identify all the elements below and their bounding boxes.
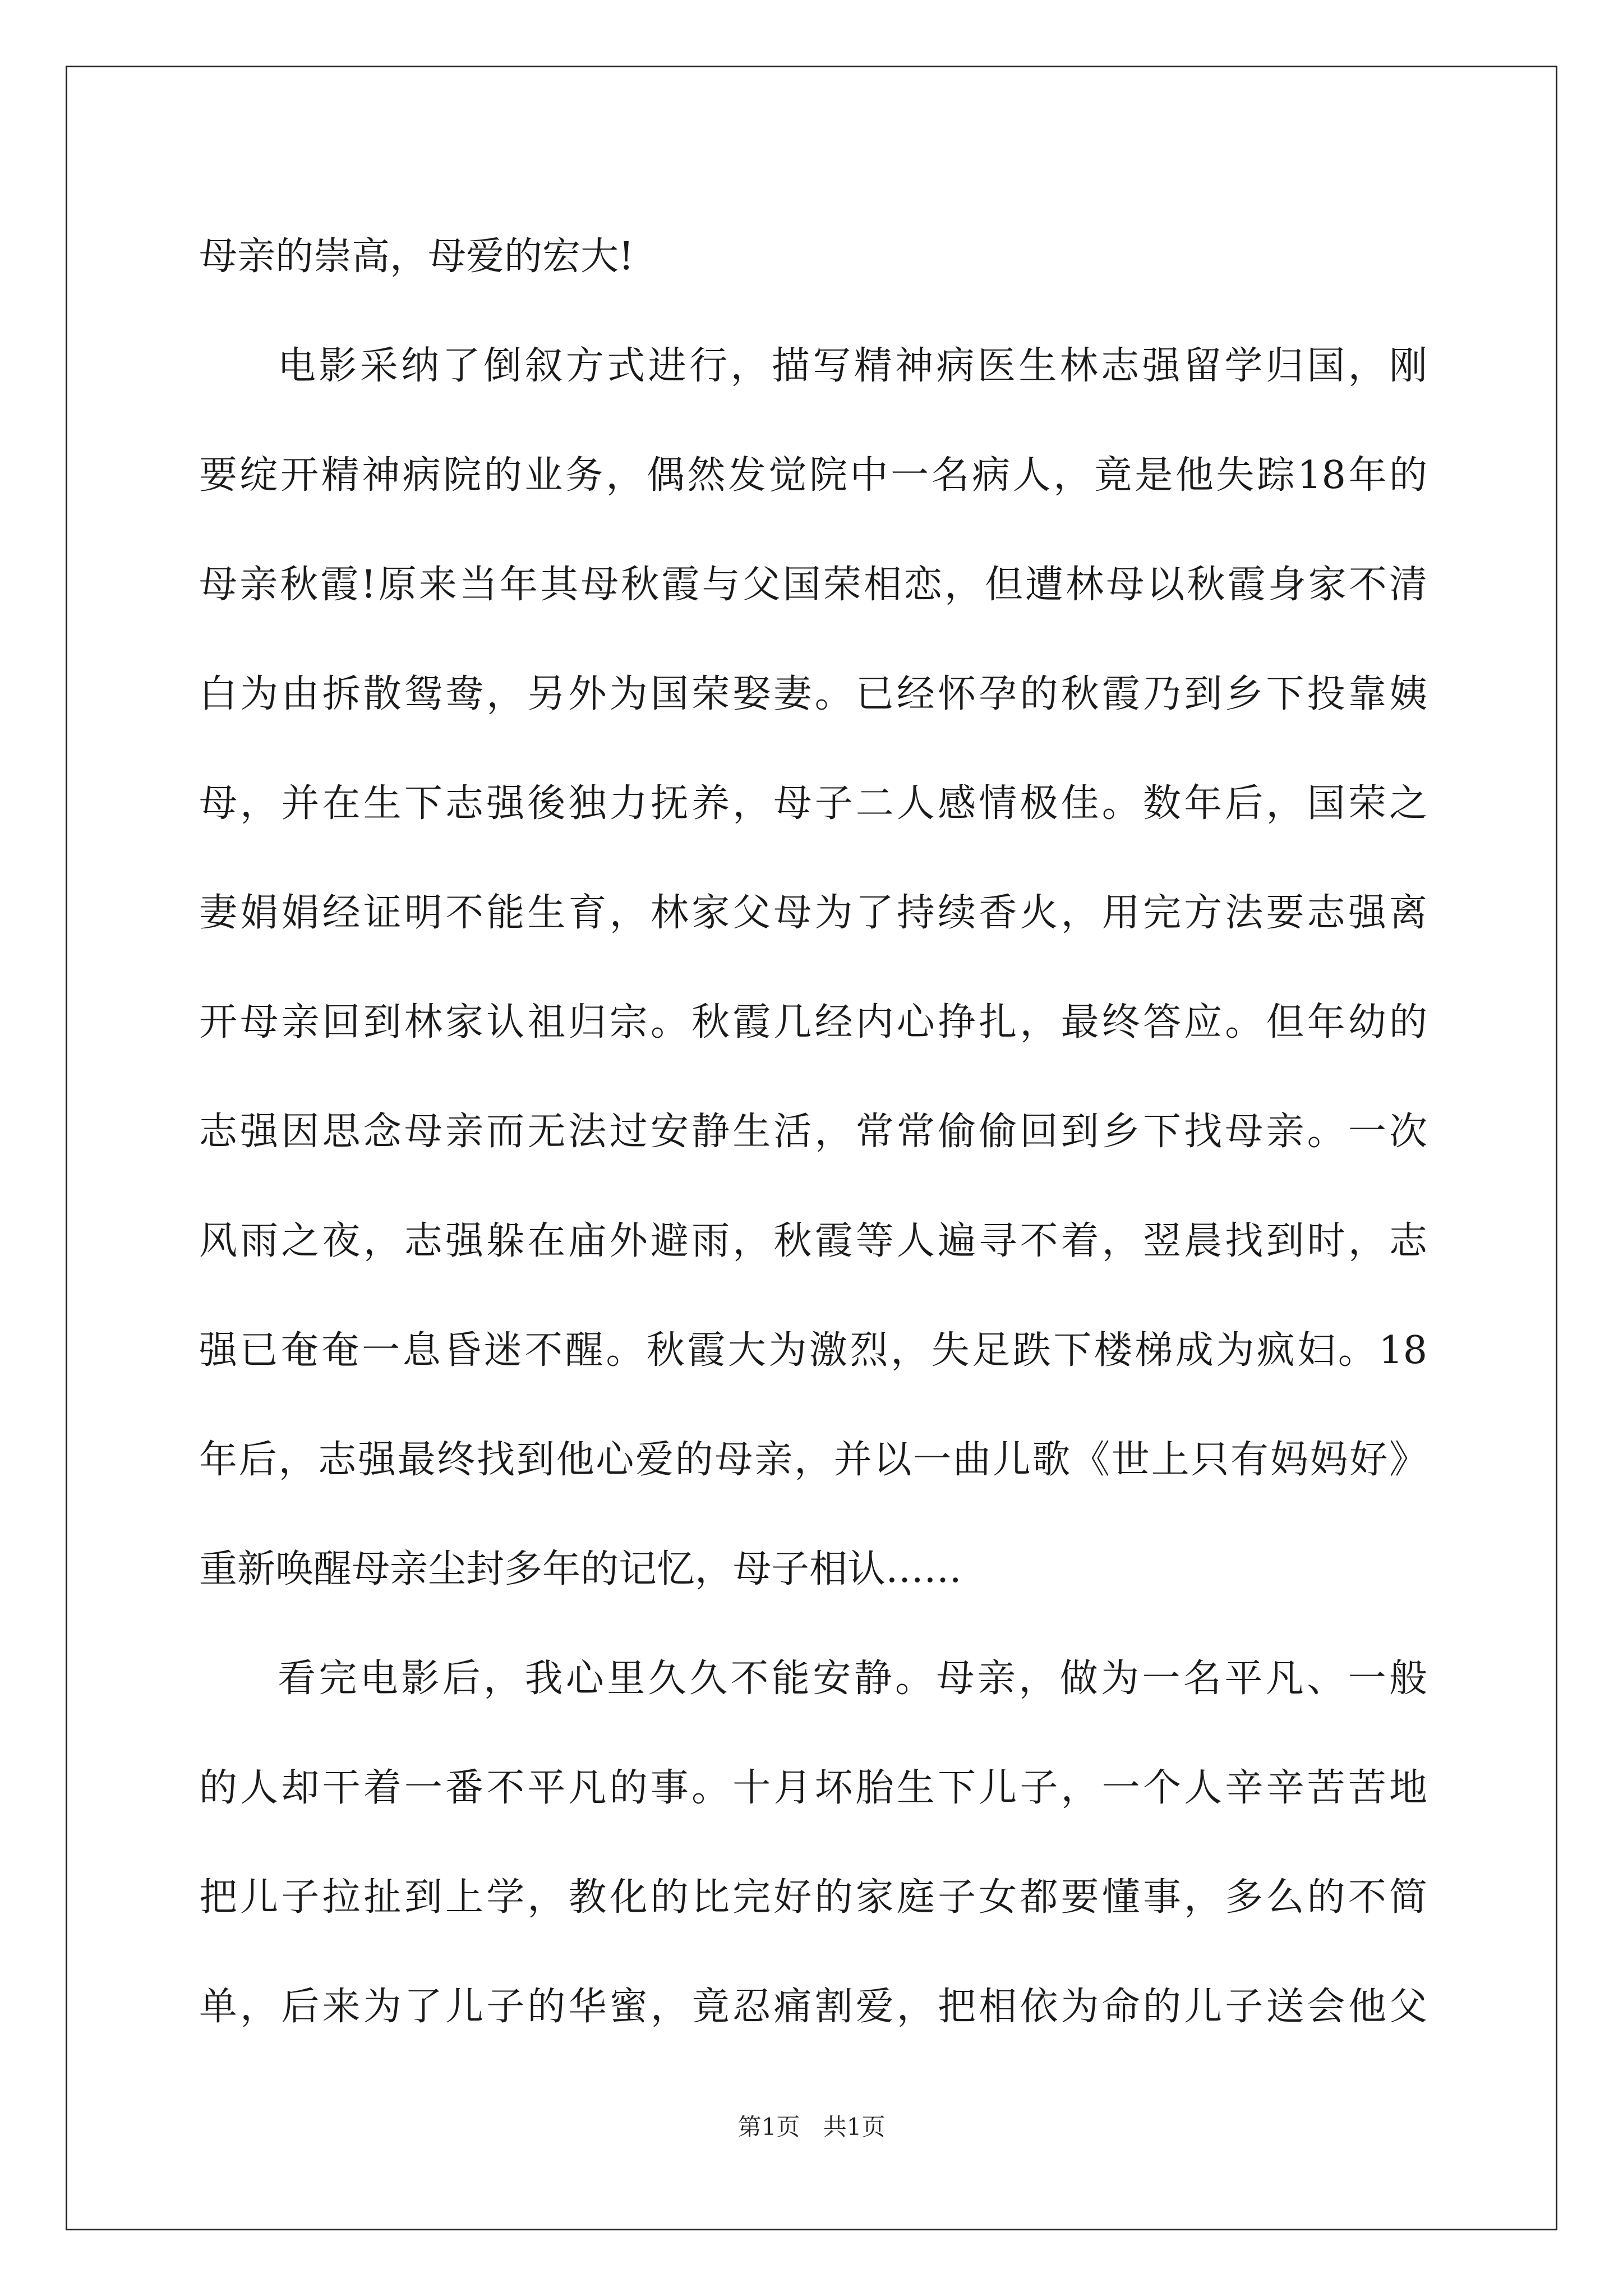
text-line-7: 妻娟娟经证明不能生育，林家父母为了持续香火，用完方法要志强离 <box>199 891 1427 935</box>
text-line-10: 风雨之夜，志强躲在庙外避雨，秋霞等人遍寻不着，翌晨找到时，志 <box>199 1219 1427 1263</box>
text-line-3: 要绽开精神病院的业务，偶然发觉院中一名病人，竟是他失踪18年的 <box>199 453 1427 498</box>
text-line-17: 单，后来为了儿子的华蜜，竟忍痛割爱，把相依为命的儿子送会他父 <box>199 1985 1427 2029</box>
text-line-2: 电影采纳了倒叙方式进行，描写精神病医生林志强留学归国，刚 <box>278 344 1427 388</box>
text-line-9: 志强因思念母亲而无法过安静生活，常常偷偷回到乡下找母亲。一次 <box>199 1110 1427 1154</box>
text-line-1: 母亲的崇高，母爱的宏大! <box>199 234 634 279</box>
text-line-14: 看完电影后，我心里久久不能安静。母亲，做为一名平凡、一般 <box>278 1657 1427 1701</box>
page-footer <box>0 2110 1623 2144</box>
text-line-15: 的人却干着一番不平凡的事。十月坏胎生下儿子，一个人辛辛苦苦地 <box>199 1766 1427 1810</box>
text-line-12: 年后，志强最终找到他心爱的母亲，并以一曲儿歌《世上只有妈妈好》 <box>199 1438 1427 1482</box>
text-line-11: 强已奄奄一息昏迷不醒。秋霞大为激烈，失足跌下楼梯成为疯妇。18 <box>199 1328 1427 1373</box>
text-line-5: 白为由拆散鸳鸯，另外为国荣娶妻。已经怀孕的秋霞乃到乡下投靠姨 <box>199 672 1427 716</box>
text-line-16: 把儿子拉扯到上学，教化的比完好的家庭子女都要懂事，多么的不简 <box>199 1875 1427 1920</box>
page-number-total: 共1页 <box>823 2113 886 2141</box>
text-line-6: 母，并在生下志强後独力抚养，母子二人感情极佳。数年后，国荣之 <box>199 781 1427 826</box>
text-line-13: 重新唤醒母亲尘封多年的记忆，母子相认…… <box>199 1547 962 1591</box>
text-line-8: 开母亲回到林家认祖归宗。秋霞几经内心挣扎，最终答应。但年幼的 <box>199 1000 1427 1045</box>
page-number-current: 第1页 <box>737 2113 800 2141</box>
text-line-4: 母亲秋霞!原来当年其母秋霞与父国荣相恋，但遭林母以秋霞身家不清 <box>199 563 1427 607</box>
